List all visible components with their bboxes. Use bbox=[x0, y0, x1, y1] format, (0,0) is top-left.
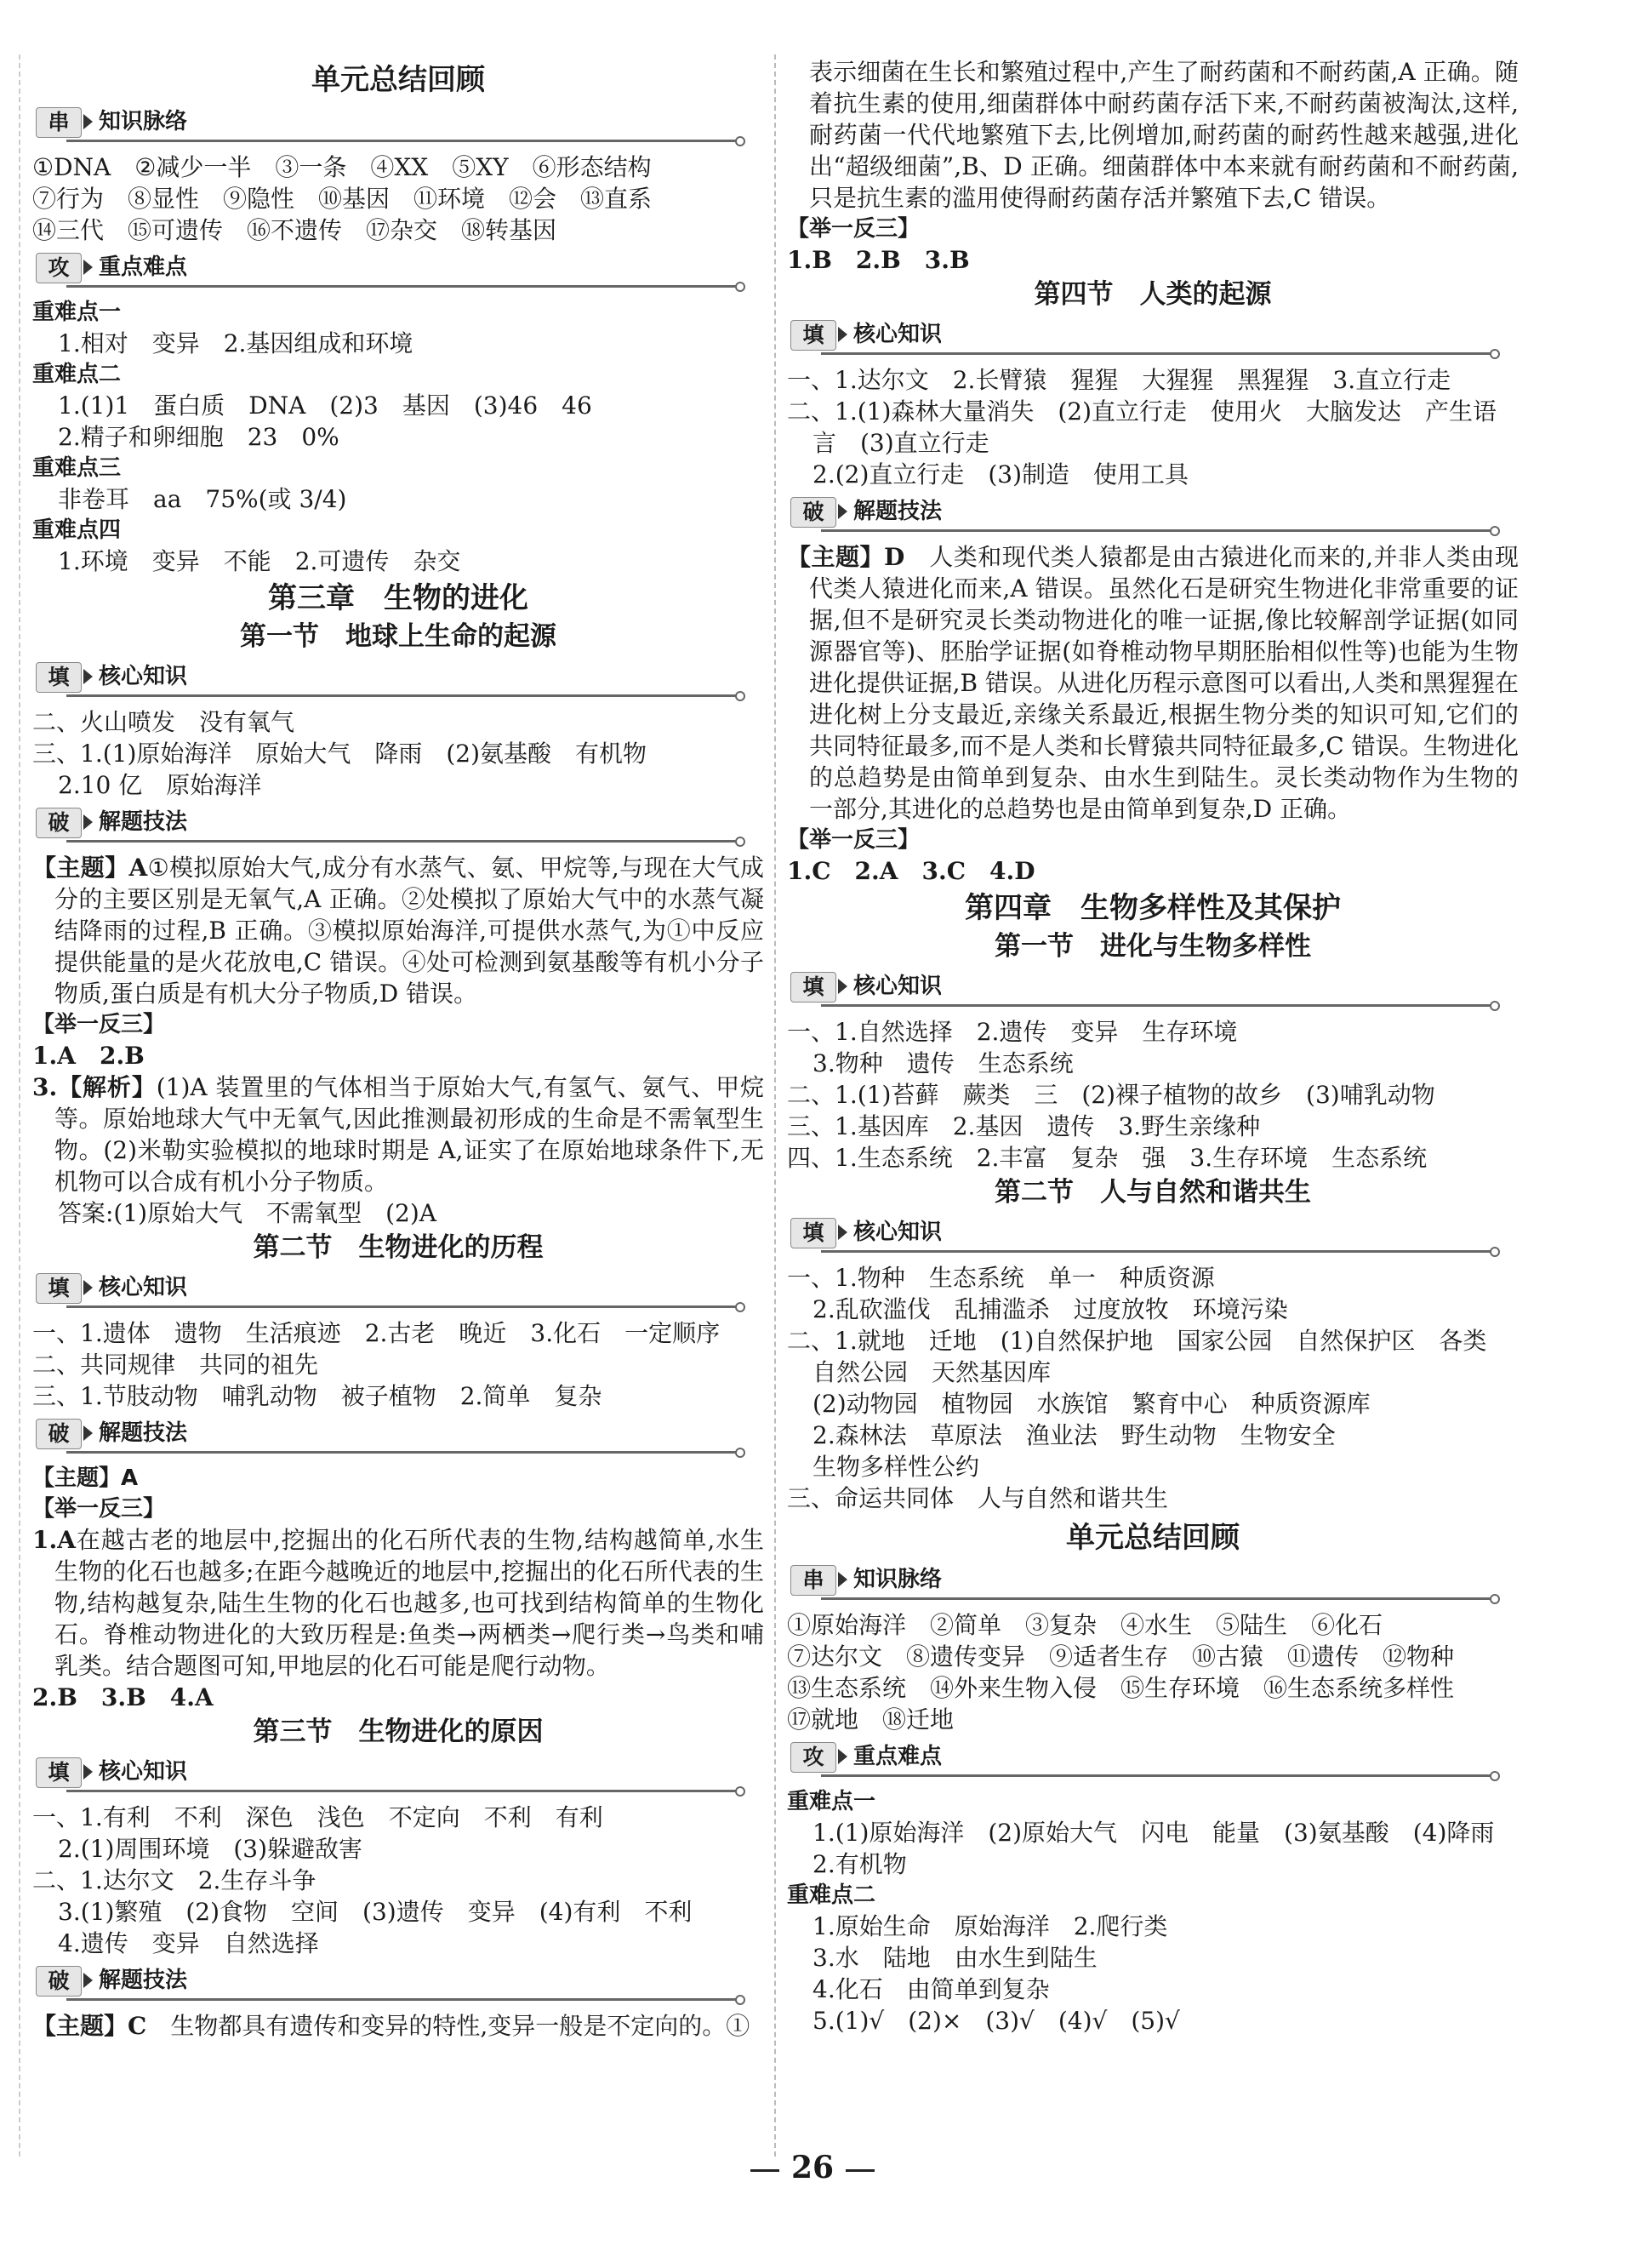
tag-label: 核心知识 bbox=[853, 1220, 943, 1245]
tag-badge: 破 bbox=[36, 1966, 82, 1997]
tag-rule bbox=[66, 140, 738, 142]
tag-rule bbox=[821, 1004, 1493, 1007]
answer-paragraph bbox=[32, 1071, 764, 1197]
tag-rule bbox=[66, 1451, 738, 1454]
unit-summary-title: 单元总结回顾 bbox=[1066, 1521, 1240, 1555]
section-tag-knowledge-map bbox=[36, 106, 764, 143]
tag-rule bbox=[821, 1597, 1493, 1600]
tag-rule bbox=[66, 694, 738, 697]
tag-badge: 攻 bbox=[36, 253, 82, 283]
section-tag-core-knowledge bbox=[36, 1756, 764, 1793]
tag-arrow-icon bbox=[83, 669, 93, 684]
subheading: 重难点二 bbox=[787, 1882, 876, 1908]
tag-rule bbox=[66, 1305, 738, 1308]
text-line: 生物多样性公约 bbox=[812, 1453, 980, 1481]
answer-lead: 【主题】C bbox=[32, 2012, 147, 2040]
answer-paragraph bbox=[32, 2010, 764, 2042]
footer-dash bbox=[846, 2169, 875, 2172]
text-line: 3.(1)繁殖 (2)食物 空间 (3)遗传 变异 (4)有利 不利 bbox=[58, 1898, 693, 1926]
answer-lead: 【主题】D bbox=[787, 543, 905, 571]
tag-label: 重点难点 bbox=[853, 1744, 943, 1769]
continued-paragraph: 表示细菌在生长和繁殖过程中,产生了耐药菌和不耐药菌,A 正确。随着抗生素的使用,细菌群体中耐药菌存活下来,不耐药菌被淘汰,这样,耐药菌一代代地繁殖下去,比例增加,耐药菌的耐药性越来越强,进化出“超级细菌”,B、D 正确。细菌群体中本来就有耐药菌和不耐药菌,只是抗生素的滥用使得耐药菌存活并繁殖下去,C 错误。 bbox=[809, 58, 1519, 212]
tag-badge: 填 bbox=[36, 1757, 82, 1788]
tag-rule bbox=[66, 285, 738, 288]
answer-lead: 1.A bbox=[32, 1526, 76, 1554]
tag-arrow-icon bbox=[83, 260, 93, 275]
chapter-title: 第四章 生物多样性及其保护 bbox=[965, 891, 1341, 925]
answer-text: 人类和现代类人猿都是由古猿进化而来的,并非人类由现代类人猿进化而来,A 错误。虽然化石是研究生物进化非常重要的证据,但不是研究灵长类动物进化的唯一证据,像比较解剖学证据(如同源器官等)、胚胎学证据(如脊椎动物早期胚胎相似性等)也能为生物进化提供证据,B 错误。从进化历程示意图可以看出,人类和黑猩猩在进化树上分支最近,亲缘关系最近,根据生物分类的知识可知,它们的共同特征最多,而不是人类和长臂猿共同特征最多,C 错误。生物进化的总趋势是由简单到复杂、由水生到陆生。灵长类动物作为生物的一部分,其进化的总趋势也是由简单到复杂,D 正确。 bbox=[809, 543, 1519, 823]
answer-lead: 【主题】A bbox=[32, 854, 148, 882]
tag-arrow-icon bbox=[83, 114, 93, 129]
section-tag-core-knowledge bbox=[790, 318, 1519, 356]
tag-label: 重点难点 bbox=[99, 254, 188, 280]
tag-rule bbox=[821, 1250, 1493, 1253]
tag-label: 解题技法 bbox=[99, 809, 188, 835]
practice-heading: 【举一反三】 bbox=[32, 1496, 166, 1522]
text-line: 2.(1)周围环境 (3)躲避敌害 bbox=[58, 1835, 363, 1863]
tag-badge: 填 bbox=[790, 972, 836, 1003]
page-footer bbox=[0, 2149, 1625, 2186]
tag-rule bbox=[821, 352, 1493, 355]
answer-line: 1.C 2.A 3.C 4.D bbox=[787, 857, 1035, 885]
text-line: 一、1.自然选择 2.遗传 变异 生存环境 bbox=[787, 1018, 1238, 1046]
tag-arrow-icon bbox=[838, 1749, 847, 1764]
text-line: 2.(2)直立行走 (3)制造 使用工具 bbox=[812, 460, 1189, 488]
left-margin-rule bbox=[19, 54, 20, 2157]
tag-arrow-icon bbox=[838, 327, 847, 342]
text-line: 2.精子和卵细胞 23 0% bbox=[58, 423, 339, 451]
answer-main: 【主题】A bbox=[32, 1465, 139, 1491]
tag-label: 解题技法 bbox=[99, 1968, 188, 1993]
text-line: ①DNA ②减少一半 ③一条 ④XX ⑤XY ⑥形态结构 bbox=[32, 153, 652, 181]
practice-heading: 【举一反三】 bbox=[787, 827, 921, 853]
answer-text: 在越古老的地层中,挖掘出的化石所代表的生物,结构越简单,水生生物的化石也越多;在距今越晚近的地层中,挖掘出的化石所代表的生物,结构越复杂,陆生生物的化石也越多,也可找到结构简单的生物化石。脊椎动物进化的大致历程是:鱼类→两栖类→爬行类→鸟类和哺乳类。结合题图可知,甲地层的化石可能是爬行动物。 bbox=[54, 1526, 764, 1680]
section-tag-core-knowledge bbox=[36, 660, 764, 698]
text-line: 二、1.(1)森林大量消失 (2)直立行走 使用火 大脑发达 产生语 bbox=[787, 397, 1497, 426]
section-title: 第三节 生物进化的原因 bbox=[253, 1717, 544, 1747]
text-line: 2.10 亿 原始海洋 bbox=[58, 771, 262, 799]
subheading: 重难点三 bbox=[32, 455, 122, 481]
section-title: 第二节 生物进化的历程 bbox=[253, 1232, 544, 1263]
answer-text: (1)A 装置里的气体相当于原始大气,有氢气、氨气、甲烷等。原始地球大气中无氧气,因此推测最初形成的生命是不需氧型生物。(2)米勒实验模拟的地球时期是 A,证实了在原始地球条件下,无机物可以合成有机小分子物质。 bbox=[54, 1073, 765, 1196]
tag-arrow-icon bbox=[83, 1764, 93, 1780]
tag-arrow-icon bbox=[838, 1572, 847, 1587]
section-tag-core-knowledge bbox=[36, 1271, 764, 1309]
section-tag-solving-skills bbox=[790, 495, 1519, 533]
subheading: 重难点二 bbox=[32, 362, 122, 387]
text-line: 2.森林法 草原法 渔业法 野生动物 生物安全 bbox=[812, 1421, 1336, 1449]
tag-label: 解题技法 bbox=[99, 1420, 188, 1446]
tag-badge: 串 bbox=[790, 1565, 836, 1596]
column-divider bbox=[774, 54, 776, 2157]
tag-label: 知识脉络 bbox=[853, 1567, 943, 1592]
text-line: (2)动物园 植物园 水族馆 繁育中心 种质资源库 bbox=[812, 1390, 1371, 1418]
practice-heading: 【举一反三】 bbox=[787, 216, 921, 242]
text-line: 1.环境 变异 不能 2.可遗传 杂交 bbox=[58, 547, 461, 575]
text-line: 3.水 陆地 由水生到陆生 bbox=[812, 1944, 1098, 1972]
answer-paragraph bbox=[32, 852, 764, 1009]
tag-rule bbox=[66, 1790, 738, 1792]
tag-label: 知识脉络 bbox=[99, 109, 188, 134]
chapter-title: 第三章 生物的进化 bbox=[268, 581, 528, 615]
text-line: 三、1.(1)原始海洋 原始大气 降雨 (2)氨基酸 有机物 bbox=[32, 740, 647, 768]
tag-badge: 填 bbox=[36, 1273, 82, 1304]
section-tag-solving-skills bbox=[36, 1964, 764, 2002]
text-line: ①原始海洋 ②简单 ③复杂 ④水生 ⑤陆生 ⑥化石 bbox=[787, 1611, 1383, 1639]
text-line: 4.化石 由简单到复杂 bbox=[812, 1975, 1050, 2003]
text-line: 非卷耳 aa 75%(或 3/4) bbox=[58, 485, 347, 513]
text-line: 一、1.有利 不利 深色 浅色 不定向 不利 有利 bbox=[32, 1803, 603, 1831]
text-line: 1.(1)原始海洋 (2)原始大气 闪电 能量 (3)氨基酸 (4)降雨 bbox=[812, 1819, 1495, 1847]
section-tag-solving-skills bbox=[36, 806, 764, 843]
tag-arrow-icon bbox=[83, 1425, 93, 1441]
tag-badge: 破 bbox=[790, 497, 836, 528]
answer-text: ①模拟原始大气,成分有水蒸气、氨、甲烷等,与现在大气成分的主要区别是无氧气,A 正确。②处模拟了原始大气中的水蒸气凝结降雨的过程,B 正确。③模拟原始海洋,可提供水蒸气,为①中反应提供能量的是火花放电,C 错误。④处可检测到氨基酸等有机小分子物质,蛋白质是有机大分子物质,D 错误。 bbox=[54, 854, 765, 1008]
tag-arrow-icon bbox=[83, 1280, 93, 1295]
answer-lead: 3.【解析】 bbox=[32, 1073, 157, 1101]
section-title: 第四节 人类的起源 bbox=[1034, 279, 1272, 310]
answer-line: 1.A 2.B bbox=[32, 1042, 145, 1070]
text-line: 2.有机物 bbox=[812, 1850, 907, 1878]
text-line: 言 (3)直立行走 bbox=[812, 429, 989, 457]
right-column bbox=[787, 56, 1519, 2037]
unit-summary-title: 单元总结回顾 bbox=[311, 63, 485, 97]
text-line: ⑰就地 ⑱迁地 bbox=[787, 1705, 955, 1734]
tag-label: 核心知识 bbox=[853, 974, 943, 999]
section-tag-core-knowledge bbox=[790, 1216, 1519, 1254]
text-line: 三、1.节肢动物 哺乳动物 被子植物 2.简单 复杂 bbox=[32, 1382, 602, 1410]
text-line: 二、1.(1)苔藓 蕨类 三 (2)裸子植物的故乡 (3)哺乳动物 bbox=[787, 1081, 1435, 1109]
text-line: 二、1.达尔文 2.生存斗争 bbox=[32, 1866, 316, 1894]
tag-label: 核心知识 bbox=[99, 1759, 188, 1785]
text-line: 3.物种 遗传 生态系统 bbox=[812, 1049, 1074, 1077]
answer-paragraph bbox=[32, 1524, 764, 1682]
text-line: 一、1.达尔文 2.长臂猿 猩猩 大猩猩 黑猩猩 3.直立行走 bbox=[787, 366, 1451, 394]
text-line: 二、火山喷发 没有氧气 bbox=[32, 708, 295, 736]
left-column bbox=[32, 56, 764, 2042]
page-number: 26 bbox=[790, 2150, 835, 2185]
tag-label: 解题技法 bbox=[853, 499, 943, 524]
subheading: 重难点一 bbox=[32, 300, 122, 325]
text-line: ⑭三代 ⑮可遗传 ⑯不遗传 ⑰杂交 ⑱转基因 bbox=[32, 216, 557, 244]
section-tag-core-knowledge bbox=[790, 970, 1519, 1008]
text-line: 2.乱砍滥伐 乱捕滥杀 过度放牧 环境污染 bbox=[812, 1295, 1288, 1323]
text-line: 二、1.就地 迁地 (1)自然保护地 国家公园 自然保护区 各类 bbox=[787, 1327, 1487, 1355]
answer-paragraph bbox=[787, 541, 1519, 825]
text-line: 二、共同规律 共同的祖先 bbox=[32, 1351, 319, 1379]
tag-arrow-icon bbox=[838, 504, 847, 519]
tag-badge: 串 bbox=[36, 107, 82, 138]
tag-rule bbox=[66, 1998, 738, 2001]
practice-heading: 【举一反三】 bbox=[32, 1012, 166, 1037]
text-line: 三、1.基因库 2.基因 遗传 3.野生亲缘种 bbox=[787, 1112, 1261, 1140]
section-title: 第一节 进化与生物多样性 bbox=[995, 931, 1311, 962]
text-line: ⑦行为 ⑧显性 ⑨隐性 ⑩基因 ⑪环境 ⑫会 ⑬直系 bbox=[32, 185, 653, 213]
tag-arrow-icon bbox=[83, 814, 93, 830]
section-tag-key-points bbox=[36, 251, 764, 288]
text-line: 1.(1)1 蛋白质 DNA (2)3 基因 (3)46 46 bbox=[58, 391, 592, 420]
text-line: 一、1.物种 生态系统 单一 种质资源 bbox=[787, 1264, 1215, 1292]
section-tag-solving-skills bbox=[36, 1417, 764, 1454]
answer-line: 2.B 3.B 4.A bbox=[32, 1683, 214, 1711]
text-line: 自然公园 天然基因库 bbox=[812, 1358, 1052, 1386]
text-line: 4.遗传 变异 自然选择 bbox=[58, 1929, 319, 1957]
text-line: 1.相对 变异 2.基因组成和环境 bbox=[58, 329, 413, 357]
subheading: 重难点一 bbox=[787, 1789, 876, 1814]
tag-rule bbox=[66, 840, 738, 843]
section-tag-knowledge-map bbox=[790, 1563, 1519, 1601]
section-title: 第一节 地球上生命的起源 bbox=[240, 621, 556, 652]
tag-label: 核心知识 bbox=[99, 1275, 188, 1300]
answer-line: 答案:(1)原始大气 不需氧型 (2)A bbox=[58, 1199, 436, 1227]
text-line: ⑬生态系统 ⑭外来生物入侵 ⑮生存环境 ⑯生态系统多样性 bbox=[787, 1674, 1455, 1702]
tag-arrow-icon bbox=[838, 979, 847, 994]
answer-text: 生物都具有遗传和变异的特性,变异一般是不定向的。① bbox=[170, 2012, 750, 2040]
tag-arrow-icon bbox=[83, 1973, 93, 1988]
subheading: 重难点四 bbox=[32, 517, 122, 543]
tag-badge: 填 bbox=[790, 320, 836, 351]
tag-badge: 破 bbox=[36, 1419, 82, 1449]
text-line: 四、1.生态系统 2.丰富 复杂 强 3.生存环境 生态系统 bbox=[787, 1144, 1428, 1172]
tag-arrow-icon bbox=[838, 1225, 847, 1240]
section-title: 第二节 人与自然和谐共生 bbox=[995, 1177, 1311, 1208]
text-line: 5.(1)√ (2)× (3)√ (4)√ (5)√ bbox=[812, 2007, 1180, 2035]
text-line: 一、1.遗体 遗物 生活痕迹 2.古老 晚近 3.化石 一定顺序 bbox=[32, 1319, 721, 1347]
tag-rule bbox=[821, 529, 1493, 532]
text-line: 1.原始生命 原始海洋 2.爬行类 bbox=[812, 1912, 1168, 1940]
tag-label: 核心知识 bbox=[99, 664, 188, 689]
tag-badge: 攻 bbox=[790, 1742, 836, 1773]
footer-dash bbox=[750, 2169, 779, 2172]
answer-line: 1.B 2.B 3.B bbox=[787, 246, 970, 274]
tag-rule bbox=[821, 1774, 1493, 1777]
text-line: 三、命运共同体 人与自然和谐共生 bbox=[787, 1484, 1169, 1512]
tag-badge: 填 bbox=[790, 1218, 836, 1248]
tag-badge: 破 bbox=[36, 808, 82, 838]
text-line: ⑦达尔文 ⑧遗传变异 ⑨适者生存 ⑩古猿 ⑪遗传 ⑫物种 bbox=[787, 1642, 1455, 1671]
tag-badge: 填 bbox=[36, 662, 82, 693]
section-tag-key-points bbox=[790, 1740, 1519, 1778]
tag-label: 核心知识 bbox=[853, 322, 943, 347]
